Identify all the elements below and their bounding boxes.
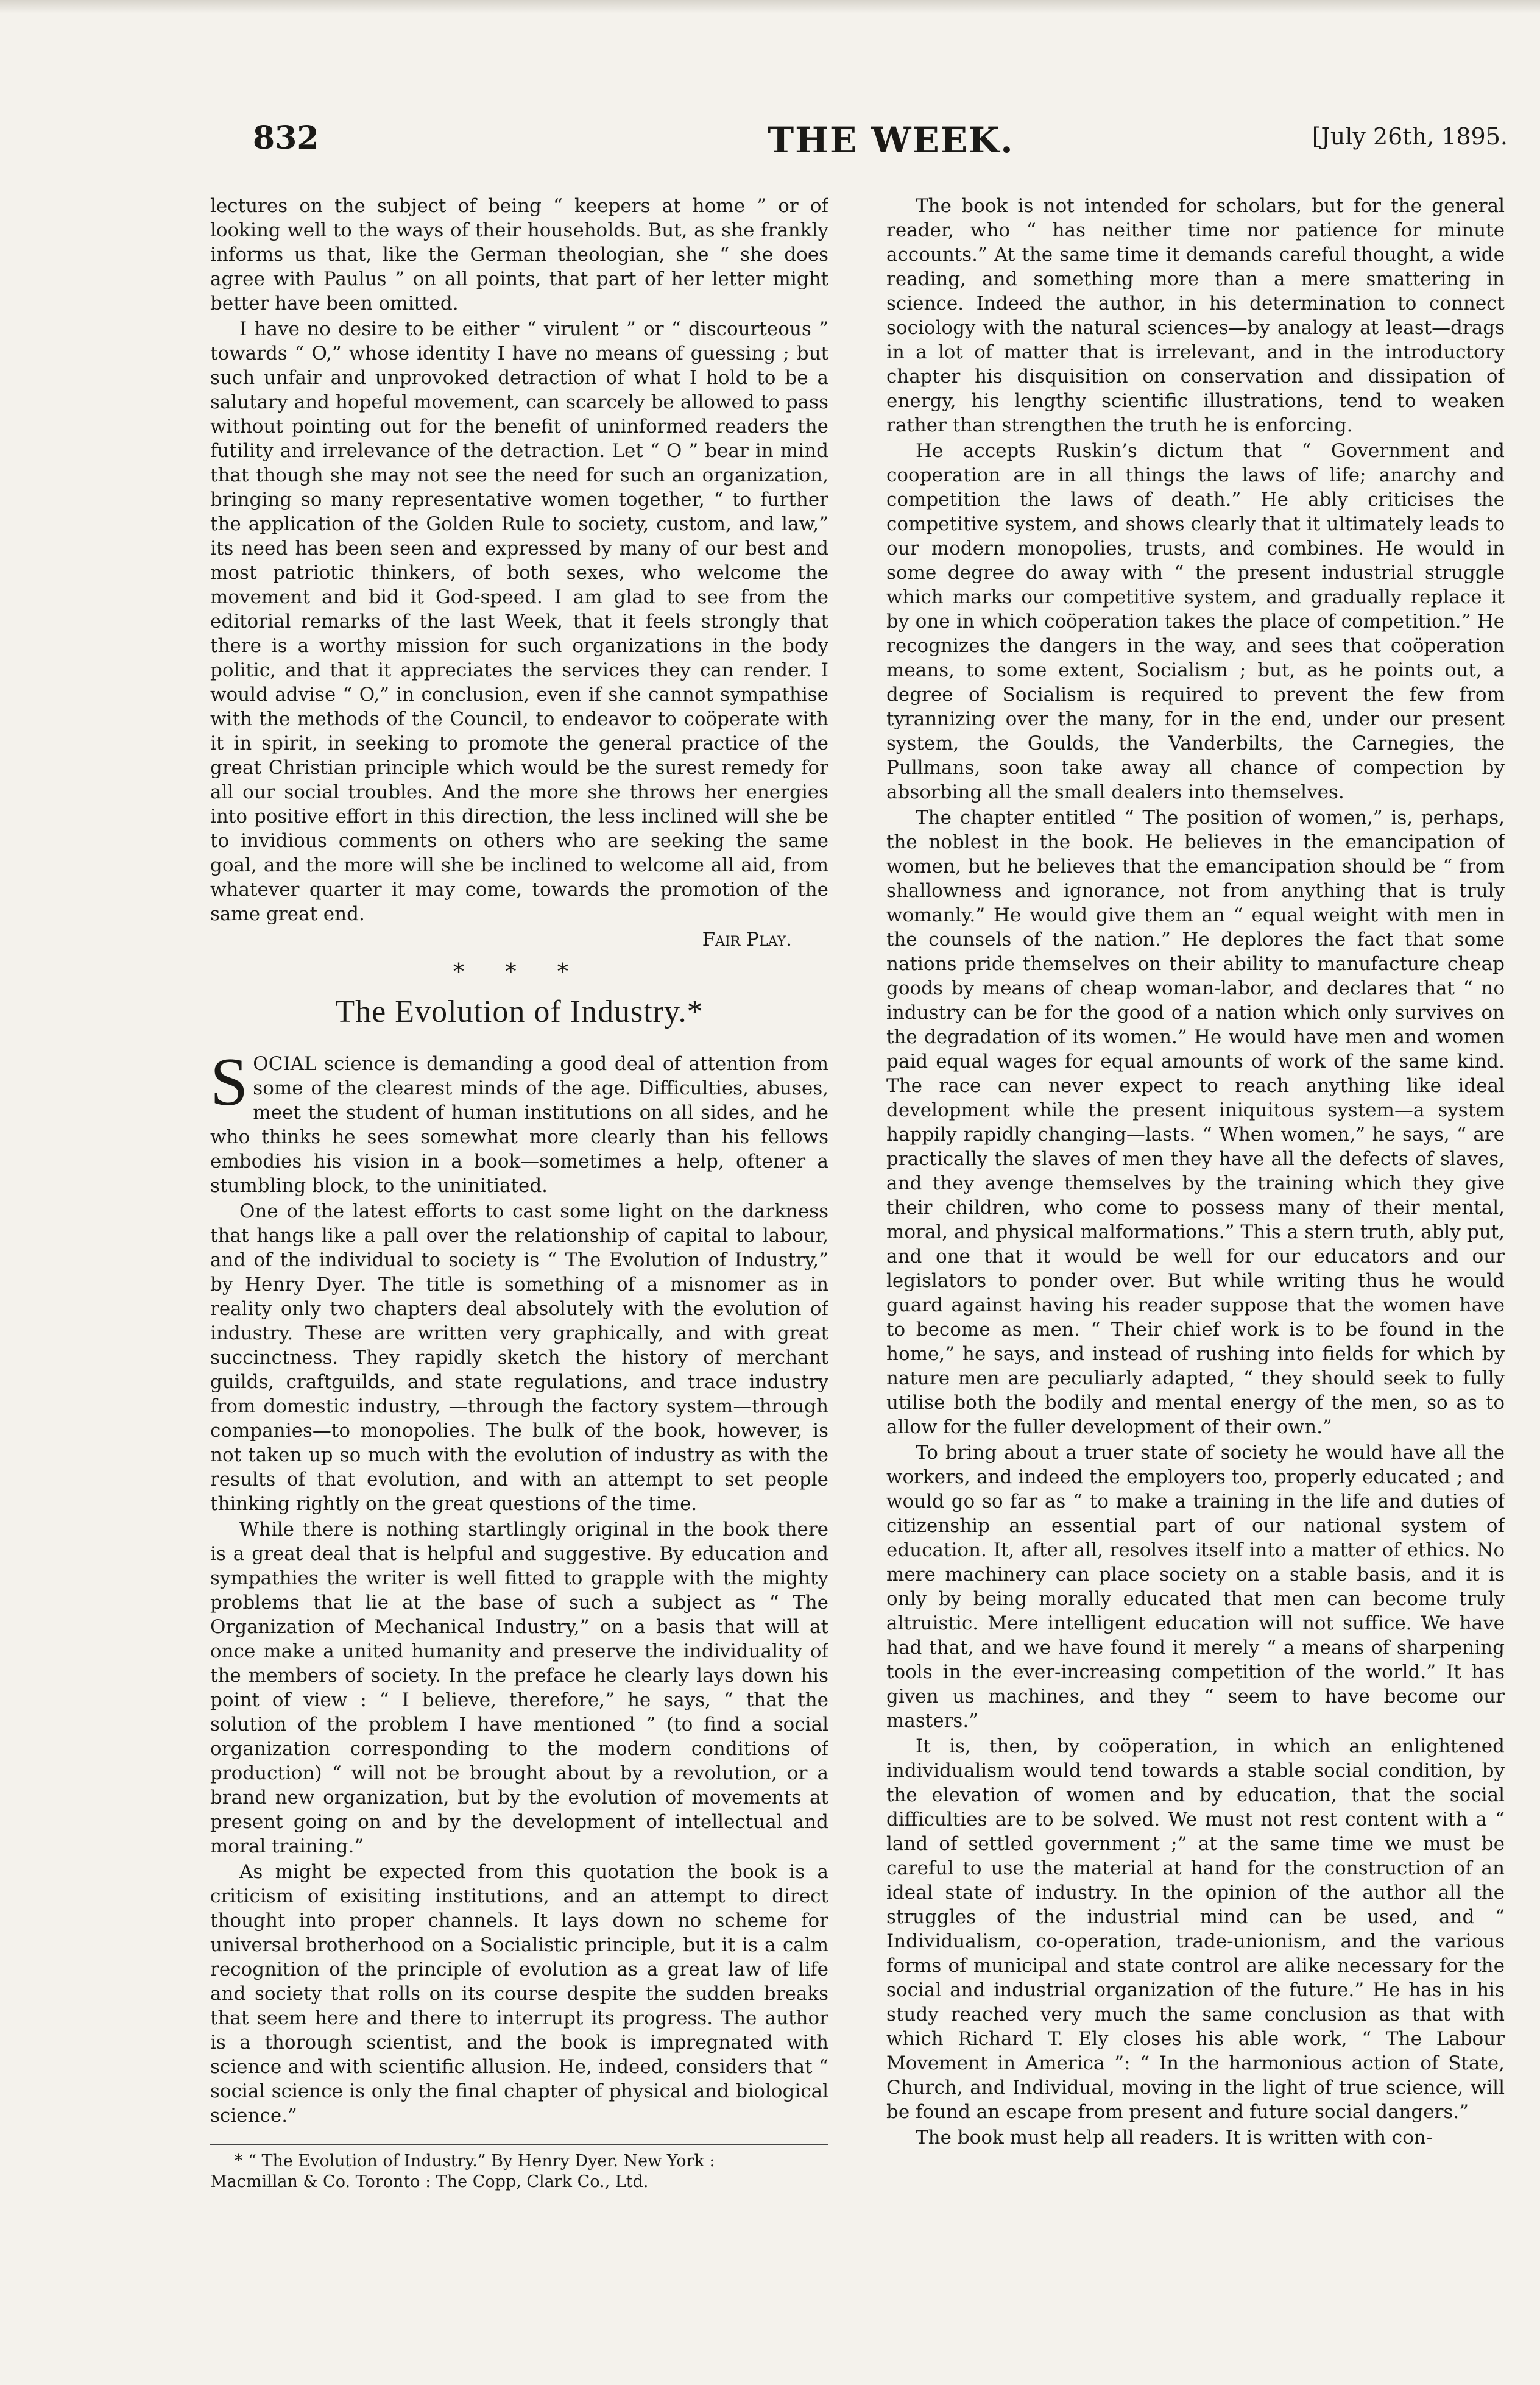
article-paragraph: He accepts Ruskin’s dictum that “ Government and cooperation are in all things the laws of life; anarchy and competition the laws of death.” He ably criticises the competitive system, and shows clearly that it ultimately leads to our modern monopolies, trusts, and combines. He would in some degree do away with “ the present industrial struggle which marks our competitive system, and gradually replace it by one in which coöperation takes the place of competition.” He recognizes the dangers in the way, and sees that coöperation means, to some extent, Socialism ; but, as he points out, a degree of Socialism is required to prevent the few from tyrannizing over the many, for in the end, under our present system, the Goulds, the Vanderbilts, the Carnegies, the Pullmans, soon take away all chance of compection by absorbing all the small dealers into themselves. xyxy=(886,440,1505,803)
section-separator: * * * xyxy=(453,960,585,985)
article-paragraph xyxy=(210,1044,828,1198)
drop-cap: S xyxy=(210,1044,249,1120)
article-paragraph: As might be expected from this quotation the book is a criticism of exisiting institutions, and an attempt to direct thought into proper channels. It lays down no scheme for universal brotherhood on a Socialistic principle, but it is a calm recognition of the principle of evolution as a great law of life and society that rolls on its course despite the sudden breaks that seem here and there to interrupt its progress. The author is a thorough scientist, and the book is impregnated with science and with scientific allusion. He, indeed, considers that “ social science is only the final chapter of physical and biological science.” xyxy=(210,1861,828,2127)
article-paragraph: While there is nothing startlingly original in the book there is a great deal that is helpful and suggestive. By education and sympathies the writer is well fitted to grapple with the mighty problems that lie at the base of such a subject as “ The Organization of Mechanical Industry,” on a basis that will at once make a united humanity and preserve the individuality of the members of society. In the preface he clearly lays down his point of view : “ I believe, therefore,” he says, “ that the solution of the problem I have mentioned ” (to find a social organization corresponding to the modern conditions of production) “ will not be brought about by a revolution, or a brand new organization, but by the evolution of movements at present going on and by the development of intellectual and moral training.” xyxy=(210,1519,828,1857)
article-paragraph-text: OCIAL science is demanding a good deal of attention from some of the clearest minds of the age. Difficulties, abuses, meet the student of human institutions on all sides, and he who thinks he sees somewhat more clearly than his fellows embodies his vision in a book—sometimes a help, oftener a stumbling block, to the uninitiated. xyxy=(210,1053,828,1197)
page-header xyxy=(253,119,1508,174)
letter-signature: Fair Play. xyxy=(702,929,792,951)
article-paragraph: The chapter entitled “ The position of women,” is, perhaps, the noblest in the book. He believes in the emancipation of women, but he believes that the emancipation should be “ from shallowness and ignorance, not from anything that is truly womanly.” He would give them an “ equal weight with men in the counsels of the nation.” He deplores the fact that some nations pride themselves on their ability to manufacture cheap goods by means of cheap woman-labor, and declares that “ no industry can be for the good of a nation which only survives on the degradation of its women.” He would have men and women paid equal wages for equal amounts of work of the same kind. The race can never expect to reach anything like ideal development while the present iniquitous system—a system happily rapidly changing—lasts. “ When women,” he says, “ are practically the slaves of men they have all the defects of slaves, and they avenge themselves by the training which they give their children, who come to possess many of their mental, moral, and physical malformations.” This a stern truth, ably put, and one that it would be well for our educators and our legislators to ponder over. But while writing thus he would guard against having his reader suppose that the women have to become as men. “ Their chief work is to be found in the home,” he says, and instead of rushing into fields for which by nature men are peculiarly adapted, “ they should seek to fully utilise both the bodily and mental energy of the men, so as to allow for the fuller development of their own.” xyxy=(886,807,1505,1438)
article-paragraph: The book is not intended for scholars, but for the general reader, who “ has neither time nor patience for minute accounts.” At the same time it demands careful thought, a wide reading, and something more than a mere smattering in science. Indeed the author, in his determination to connect sociology with the natural sciences—by analogy at least—drags in a lot of matter that is irrelevant, and in the introductory chapter his disquisition on conservation and dissipation of energy, his lengthy scientific illustrations, tend to weaken rather than strengthen the truth he is enforcing. xyxy=(886,195,1505,436)
left-column xyxy=(210,194,828,2339)
right-column xyxy=(886,194,1505,2339)
letter-paragraph: lectures on the subject of being “ keepers at home ” or of looking well to the ways of their households. But, as she frankly informs us that, like the German theologian, she “ she does agree with Paulus ” on all points, that part of her letter might better have been omitted. xyxy=(210,195,828,314)
masthead: THE WEEK. xyxy=(768,119,1014,161)
page-top-edge xyxy=(0,0,1540,13)
letter-paragraph: I have no desire to be either “ virulent ” or “ discourteous ” towards “ O,” whose identity I have no means of guessing ; but such unfair and unprovoked detraction of what I hold to be a salutary and hopeful movement, can scarcely be allowed to pass without pointing out for the benefit of uninformed readers the futility and irrelevance of the detraction. Let “ O ” bear in mind that though she may not see the need for such an organization, bringing so many representative women together, “ to further the application of the Golden Rule to society, custom, and law,” its need has been seen and expressed by many of our best and most patriotic thinkers, of both sexes, who welcome the movement and bid it God-speed. I am glad to see from the editorial remarks of the last Week, that it feels strongly that there is a worthy mission for such organizations in the body politic, and that it appreciates the services they can render. I would advise “ O,” in conclusion, even if she cannot sympathise with the methods of the Council, to endeavor to coöperate with it in spirit, in seeking to promote the general practice of the great Christian principle which would be the surest remedy for all our social troubles. And the more she throws her energies into positive effort in this direction, the less inclined will she be to invidious comments on others who are seeking the same goal, and the more will she be inclined to welcome all aid, from whatever quarter it may come, towards the promotion of the same great end. xyxy=(210,318,828,925)
page-number: 832 xyxy=(253,119,319,157)
footnote-line: Macmillan & Co. Toronto : The Copp, Clark Co., Ltd. xyxy=(210,2172,649,2191)
article-title: The Evolution of Industry.* xyxy=(335,994,704,1029)
article-paragraph: To bring about a truer state of society he would have all the workers, and indeed the employers too, properly educated ; and would go so far as “ to make a training in the life and duties of citizenship an essential part of our national system of education. It, after all, resolves itself into a matter of ethics. No mere machinery can place society on a stable basis, and it is only by being morally educated that men can become truly altruistic. Mere intelligent education will not suffice. We have had that, and we have found it merely “ a means of sharpening tools in the ever-increasing competition of the world.” It has given us machines, and they “ seem to have become our masters.” xyxy=(886,1442,1505,1732)
dateline: [July 26th, 1895. xyxy=(1312,123,1508,150)
article-paragraph: The book must help all readers. It is written with con- xyxy=(916,2127,1433,2149)
footnote-line: * “ The Evolution of Industry.” By Henry Dyer. New York : xyxy=(235,2152,715,2171)
article-paragraph: It is, then, by coöperation, in which an enlightened individualism would tend towards a stable social condition, by the elevation of women and by education, that the social difficulties are to be solved. We must not rest content with a “ land of settled government ;” at the same time we must be careful to use the material at hand for the construction of an ideal state of industry. In the opinion of the author all the struggles of the industrial mind can be used, and “ Individualism, co-operation, trade-unionism, and the various forms of municipal and state control are alike necessary for the social and industrial organization of the future.” He has in his study reached very much the same conclusion as that with which Richard T. Ely closes his able work, “ The Labour Movement in America ”: “ In the harmonious action of State, Church, and Individual, moving in the light of true science, will be found an escape from present and future social dangers.” xyxy=(886,1735,1505,2123)
article-paragraph: One of the latest efforts to cast some light on the darkness that hangs like a pall over the relationship of capital to labour, and of the individual to society is “ The Evolution of Industry,” by Henry Dyer. The title is something of a misnomer as in reality only two chapters deal absolutely with the evolution of industry. These are written very graphically, and with great succinctness. They rapidly sketch the history of merchant guilds, craftguilds, and state regulations, and trace industry from domestic industry, —through the factory system—through companies—to monopolies. The bulk of the book, however, is not taken up so much with the evolution of industry as with the results of that evolution, and with an attempt to set people thinking rightly on the great questions of the time. xyxy=(210,1200,828,1515)
footnote xyxy=(210,2144,828,2192)
